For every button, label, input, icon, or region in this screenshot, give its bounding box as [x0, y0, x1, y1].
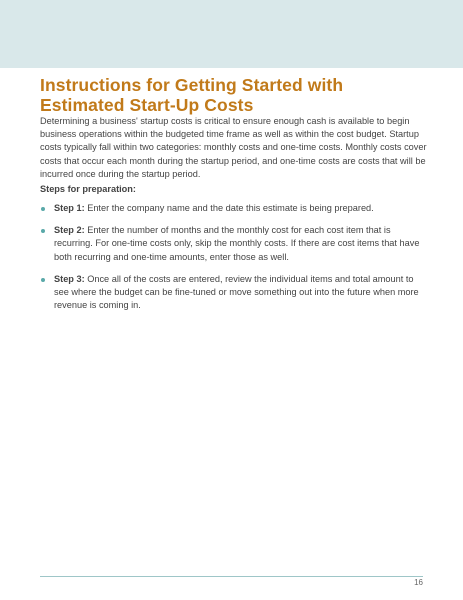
page-number: 16 — [414, 578, 423, 587]
page-title: Instructions for Getting Started with Estimated Start-Up Costs — [40, 75, 344, 115]
step-item — [40, 273, 428, 313]
step-label: Step 3: — [54, 273, 85, 284]
footer-divider — [40, 576, 423, 577]
steps-heading: Steps for preparation: — [40, 184, 136, 194]
step-label: Step 2: — [54, 225, 85, 236]
step-text: Enter the number of months and the monthly cost for each cost item that is recurring. For one-time costs only, skip the monthly costs. If there are cost items that have both recurring and one-time amounts, enter those as well. — [54, 225, 420, 262]
header-band — [0, 0, 463, 68]
step-text: Once all of the costs are entered, review the individual items and total amount to see where the budget can be fine-tuned or move something out into the future when more revenue is coming in. — [54, 273, 419, 311]
step-item — [40, 224, 428, 264]
step-item — [40, 202, 428, 215]
bullet-icon — [41, 278, 45, 282]
steps-list — [40, 202, 428, 321]
step-text: Enter the company name and the date this estimate is being prepared. — [84, 203, 374, 213]
bullet-icon — [41, 229, 45, 233]
intro-paragraph: Determining a business' startup costs is critical to ensure enough cash is available to begin business operations within the budgeted time frame as well as within the cost budget. Startup costs typically fall within two categories: monthly costs and one-time costs. Monthly costs cover costs that occur each month during the startup period, and one-time costs are costs that will be incurred once during the startup period. — [40, 116, 427, 179]
bullet-icon — [41, 207, 45, 211]
step-label: Step 1: — [54, 203, 85, 213]
